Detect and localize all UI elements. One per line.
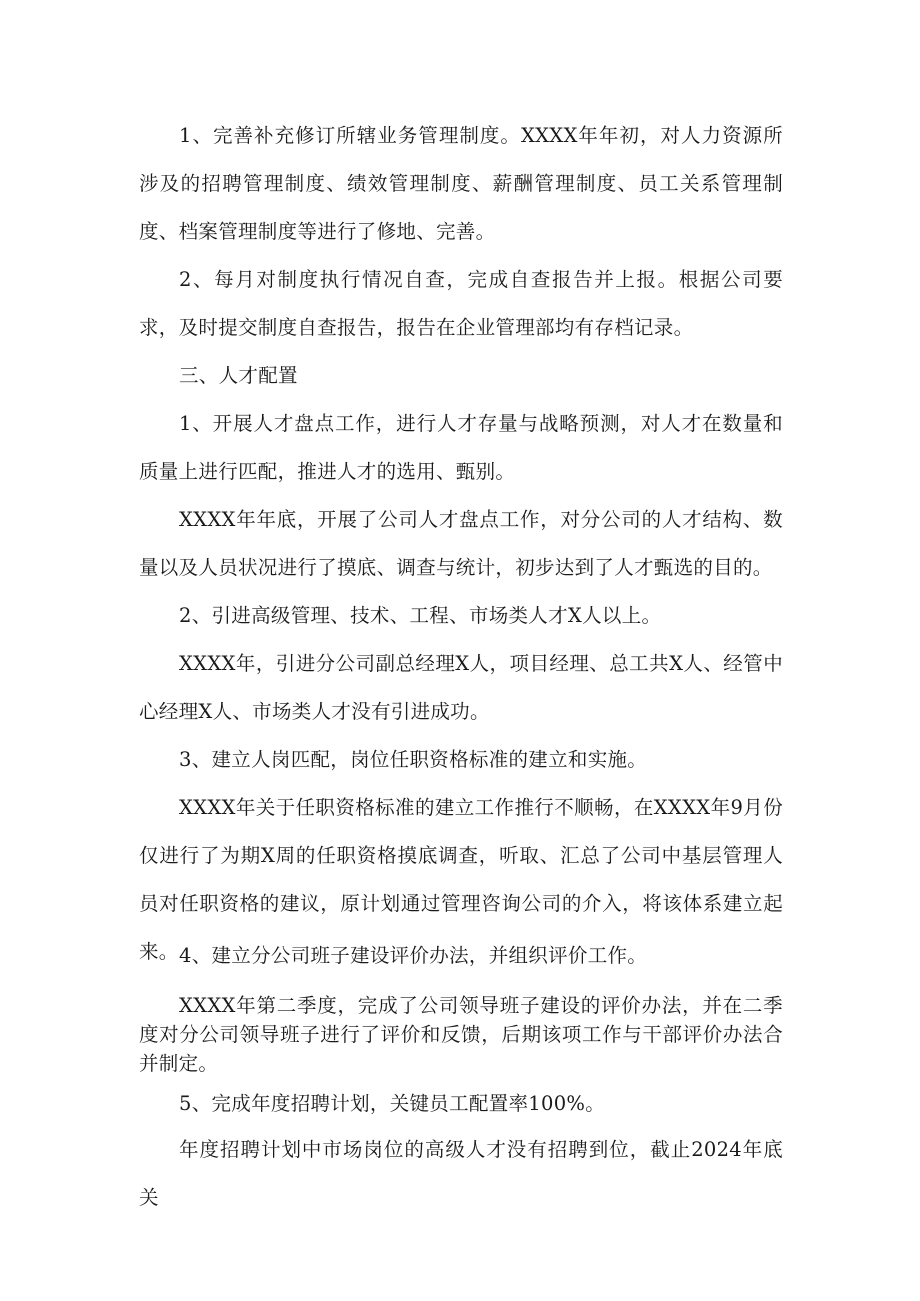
paragraph-7: 3、建立人岗匹配，岗位任职资格标准的建立和实施。 [179,748,648,771]
paragraph-5: 2、引进高级管理、技术、工程、市场类人才X人以上。 [179,604,662,627]
paragraph-8: XXXX年关于任职资格标准的建立工作推行不顺畅，在XXXX年9月份仅进行了为期X周的任职资格摸底调查，听取、汇总了公司中基层管理人员对任职资格的建议，原计划通过管理咨询公司的介入，将该体系建立起来。 [139,796,783,963]
paragraph-11: 5、完成年度招聘计划，关键员工配置率100%。 [179,1092,606,1115]
paragraph-10: XXXX年第二季度，完成了公司领导班子建设的评价办法，并在二季度对分公司领导班子进行了评价和反馈，后期该项工作与干部评价办法合并制定。 [139,994,783,1075]
section-heading: 三、人才配置 [179,364,298,387]
paragraph-6: XXXX年，引进分公司副总经理X人，项目经理、总工共X人、经管中心经理X人、市场类人才没有引进成功。 [139,652,783,723]
paragraph-2: 2、每月对制度执行情况自查，完成自查报告并上报。根据公司要求，及时提交制度自查报告，报告在企业管理部均有存档记录。 [139,268,783,339]
paragraph-3: 1、开展人才盘点工作，进行人才存量与战略预测，对人才在数量和质量上进行匹配，推进人才的选用、甄别。 [139,412,783,483]
paragraph-4: XXXX年年底，开展了公司人才盘点工作，对分公司的人才结构、数量以及人员状况进行了摸底、调查与统计，初步达到了人才甄选的目的。 [139,508,783,579]
paragraph-9: 4、建立分公司班子建设评价办法，并组织评价工作。 [179,944,648,967]
paragraph-1: 1、完善补充修订所辖业务管理制度。XXXX年年初，对人力资源所涉及的招聘管理制度、绩效管理制度、薪酬管理制度、员工关系管理制度、档案管理制度等进行了修地、完善。 [139,124,783,243]
paragraph-12: 年度招聘计划中市场岗位的高级人才没有招聘到位，截止2024年底关 [139,1138,783,1209]
